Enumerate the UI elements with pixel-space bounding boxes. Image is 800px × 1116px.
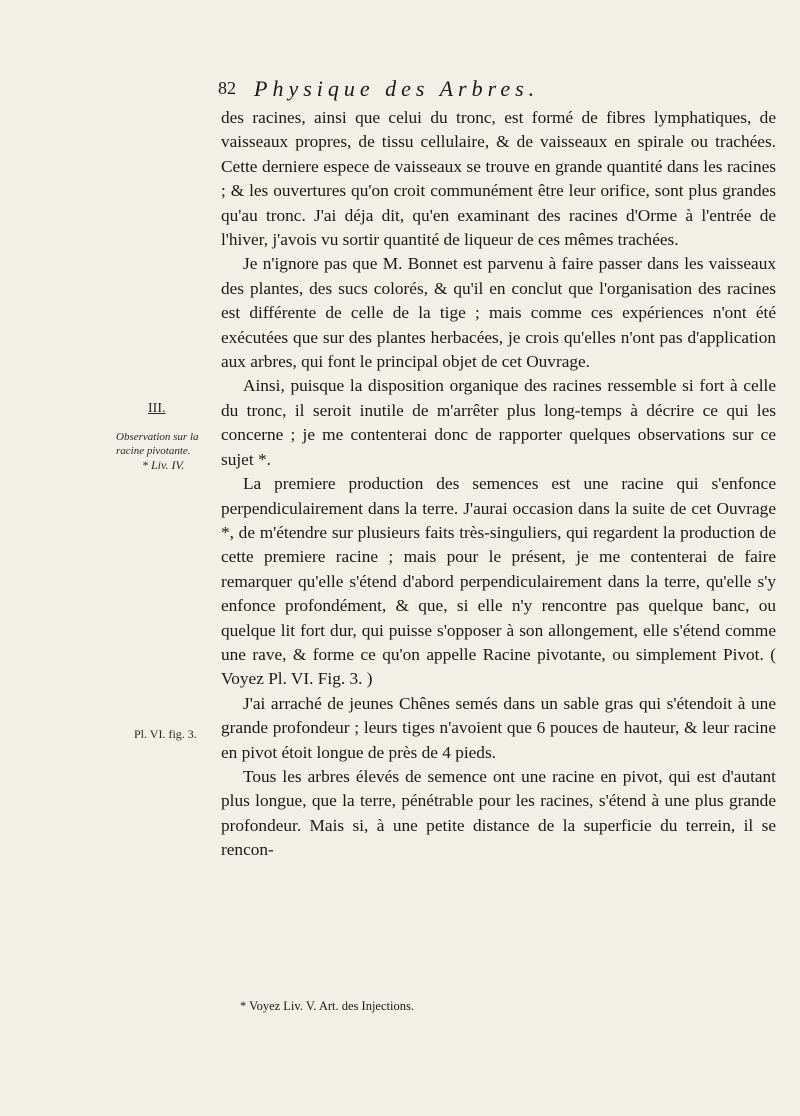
paragraph: J'ai arraché de jeunes Chênes semés dans un sable gras qui s'étendoit à une grande profondeur ; leurs tiges n'avoient que 6 pouces de hauteur, & leur racine en pivot étoit longue de près de 4 pieds. [221,693,776,762]
paragraph: des racines, ainsi que celui du tronc, est formé de fibres lymphatiques, de vaisseaux propres, de tissu cellulaire, & de vaisseaux en spirale ou trachées. Cette derniere espece de vaisseaux se trouve en grande quantité dans les racines ; & les ouvertures qu'on croit communément être leur orifice, sont plus grandes qu'au tronc. J'ai déja dit, qu'en examinant des racines d'Orme à l'entrée de l'hiver, j'avois vu sortir quantité de liqueur de ces mêmes trachées. [221,108,776,250]
margin-reference-plate: Pl. VI. fig. 3. [134,727,197,741]
margin-reference-livre: * Liv. IV. [142,458,185,472]
paragraph: Ainsi, puisque la disposition organique des racines ressemble si fort à celle du tronc, il seroit inutile de m'arrêter plus long-temps à décrire ce qui les concerne ; je me contenterai donc de rapporter quelques observations sur ce sujet *. [221,376,776,469]
margin-annotation-handwritten: Observation sur la racine pivotante. [116,431,199,457]
page-number: 82 [218,78,236,98]
page-header [218,76,778,106]
paragraph: Je n'ignore pas que M. Bonnet est parvenu à faire passer dans les vaisseaux des plantes, des sucs colorés, & qu'il en conclut que l'organisation des racines est différente de celle de la tige ; mais comme ces expériences n'ont été exécutées que sur des plantes herbacées, je crois qu'elles n'ont pas d'application aux arbres, qui font le principal objet de cet Ouvrage. [221,254,776,372]
body-text [221,106,776,863]
paragraph: La premiere production des semences est une racine qui s'enfonce perpendiculairement dans la terre. J'aurai occasion dans la suite de cet Ouvrage *, de m'étendre sur plusieurs faits très-singuliers, qui regardent la production de cette premiere racine ; mais pour le présent, je me contenterai de faire remarquer qu'elle s'étend d'abord perpendiculairement dans la terre, qu'elle s'y enfonce profondément, & que, si elle n'y rencontre pas quelque banc, ou quelque lit fort dur, qui puisse s'opposer à son allongement, elle s'étend comme une rave, & forme ce qu'on appelle Racine pivotante, ou simplement Pivot. ( Voyez Pl. VI. Fig. 3. ) [221,474,776,689]
footnote: * Voyez Liv. V. Art. des Injections. [240,999,414,1013]
paragraph: Tous les arbres élevés de semence ont une racine en pivot, qui est d'autant plus longue, que la terre, pénétrable pour les racines, s'étend à une plus grande profondeur. Mais si, à une petite distance de la superficie du terrein, il se rencon- [221,766,776,860]
margin-section-number: III. [148,401,166,416]
running-title: Physique des Arbres. [254,76,540,101]
